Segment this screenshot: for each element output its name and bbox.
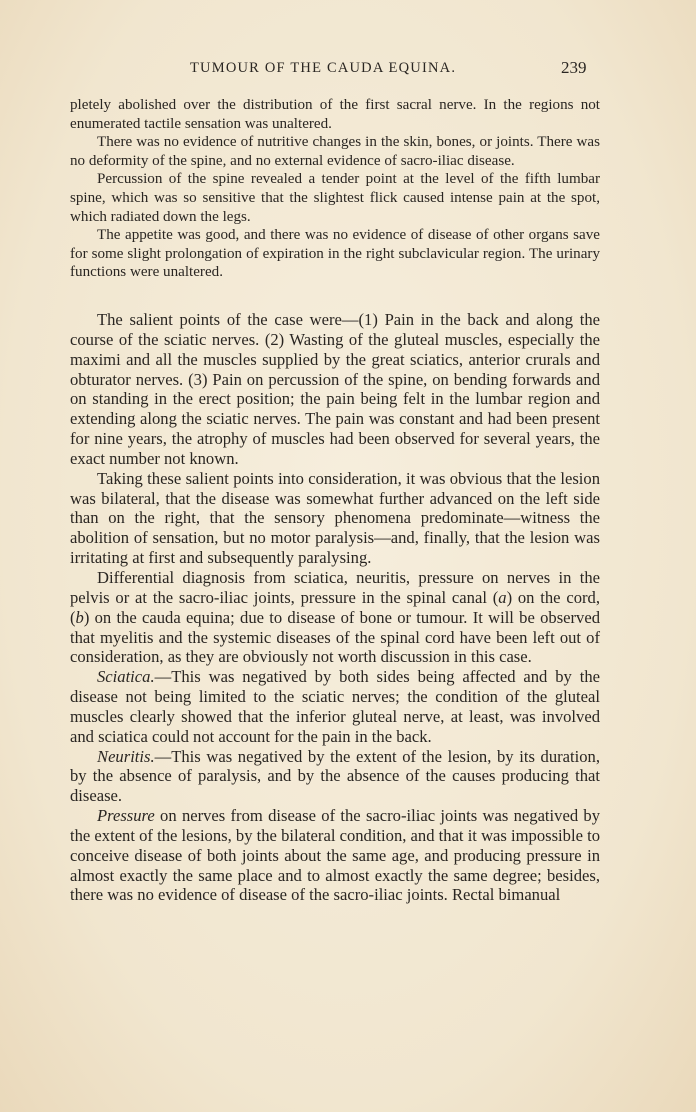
diagnosis-text-2: ) on the cord, ( bbox=[70, 587, 600, 627]
sciatica-heading: Sciatica. bbox=[97, 667, 155, 687]
sciatica-paragraph bbox=[70, 667, 600, 746]
pressure-heading: Pressure bbox=[97, 806, 155, 826]
differential-diagnosis-paragraph bbox=[70, 568, 600, 667]
pressure-text: on nerves from disease of the sacro-iliac joints was negatived by the extent of the lesions, by the bilateral condition, and that it was impossible to conceive disease of both joints about the same age, and producing pressure in almost exactly the same place and to almost exactly the same degree; besides, there was no evidence of disease of the sacro-iliac joints. Rectal bimanual bbox=[70, 806, 600, 905]
neuritis-paragraph bbox=[70, 747, 600, 807]
sciatica-text: —This was negatived by both sides being affected and by the disease not being limited to the sciatic nerves; the condition of the gluteal muscles clearly showed that the inferior gluteal nerve, at least, was involved and sciatica could not account for the pain in the back. bbox=[70, 667, 600, 746]
small-paragraph-4: The appetite was good, and there was no evidence of disease of other organs save for some slight prolongation of expiration in the right subclavicular region. The urinary functions were unaltered. bbox=[70, 227, 600, 281]
neuritis-heading: Neuritis. bbox=[97, 746, 155, 766]
small-paragraph-1: pletely abolished over the distribution of the first sacral nerve. In the regions not enumerated tactile sensation was unaltered. bbox=[70, 97, 600, 132]
pressure-paragraph bbox=[70, 806, 600, 905]
page-number: 239 bbox=[561, 58, 587, 77]
diagnosis-text-3: ) on the cauda equina; due to disease of bone or tumour. It will be observed that myelitis and the systemic diseases of the spinal cord have been left out of consideration, as they are obviously not worth discussion in this case. bbox=[70, 607, 600, 667]
consideration-paragraph: Taking these salient points into consideration, it was obvious that the lesion was bilateral, that the disease was somewhat further advanced on the left side than on the right, that the sensory phenomena predominate—witness the abolition of sensation, but no motor paralysis—and, finally, that the lesion was irritating at first and subsequently paralysing. bbox=[70, 468, 600, 568]
main-text-section bbox=[70, 310, 600, 905]
label-a: a bbox=[498, 587, 507, 607]
small-paragraph-2: There was no evidence of nutritive changes in the skin, bones, or joints. There was no deformity of the spine, and no external evidence of sacro-iliac disease. bbox=[70, 134, 600, 169]
page-header bbox=[0, 58, 696, 80]
small-print-section bbox=[70, 96, 600, 282]
neuritis-text: —This was negatived by the extent of the lesion, by its duration, by the absence of paralysis, and by the absence of the causes producing that disease. bbox=[70, 746, 600, 806]
label-b: b bbox=[75, 607, 84, 627]
diagnosis-text-1: Differential diagnosis from sciatica, neuritis, pressure on nerves in the pelvis or at the sacro-iliac joints, pressure in the spinal canal ( bbox=[70, 567, 600, 607]
salient-points-paragraph: The salient points of the case were—(1) Pain in the back and along the course of the sciatic nerves. (2) Wasting of the gluteal muscles, especially the maximi and all the muscles supplied by the great sciatics, anterior crurals and obturator nerves. (3) Pain on percussion of the spine, on bending forwards and on standing in the erect position; the pain being felt in the lumbar region and extending along the sciatic nerves. The pain was constant and had been present for nine years, the atrophy of muscles had been observed for several years, the exact number not known. bbox=[70, 310, 600, 468]
small-paragraph-3: Percussion of the spine revealed a tender point at the level of the fifth lumbar spine, which was so sensitive that the slightest flick caused intense pain at the spot, which radiated down the legs. bbox=[70, 171, 600, 225]
running-title: TUMOUR OF THE CAUDA EQUINA. bbox=[190, 60, 457, 76]
